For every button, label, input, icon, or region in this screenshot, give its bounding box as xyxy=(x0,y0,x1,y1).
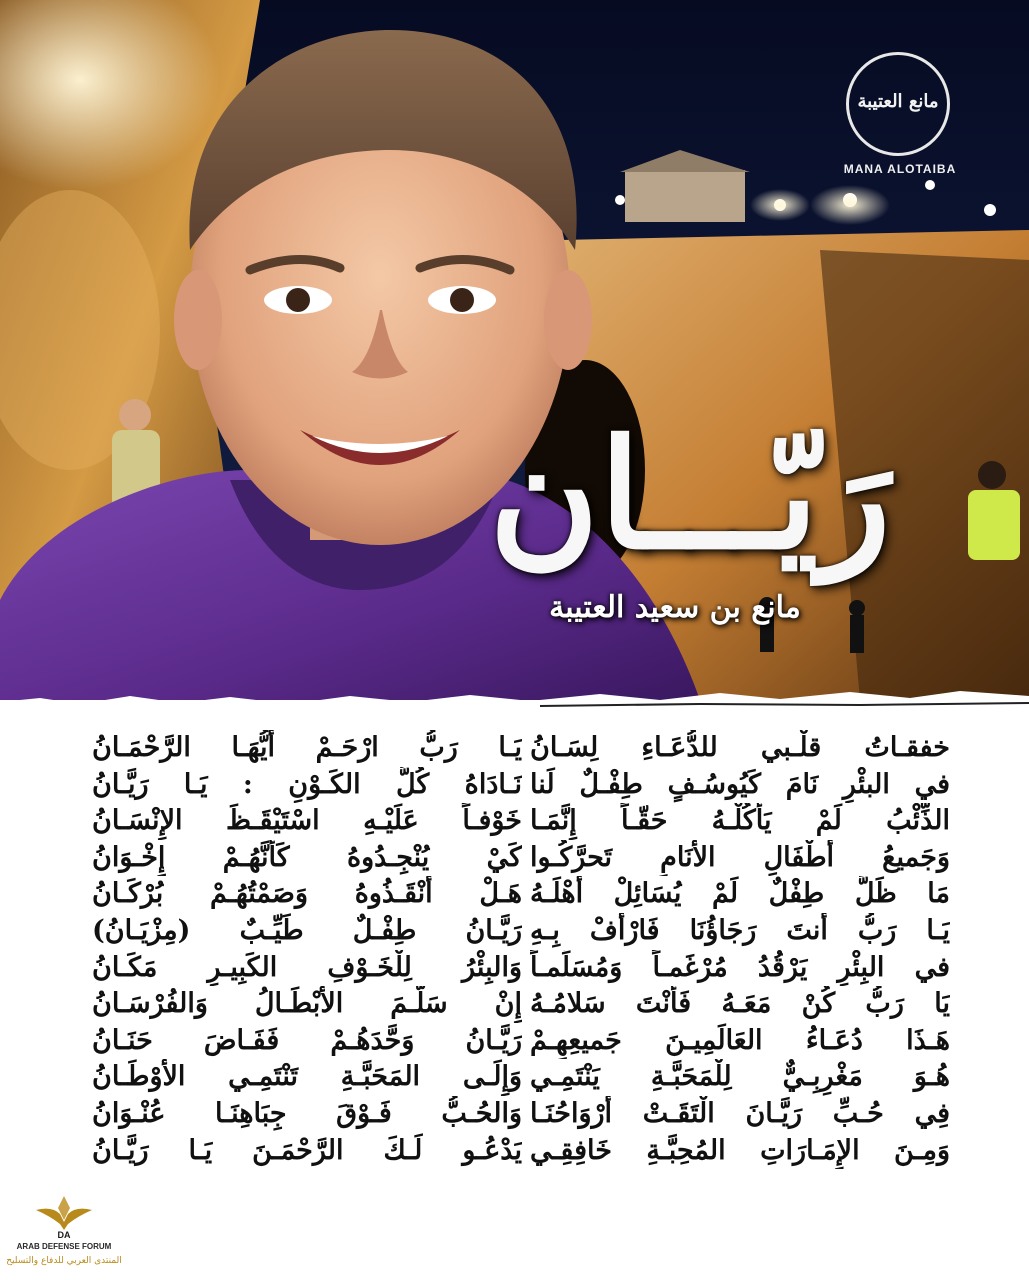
verse-line: خَوْفـاً عَلَيْـهِ اسْتَيْقَـظَ الإِنْسَـانُ xyxy=(92,805,522,837)
verse-line: مَا ظَلَّ طِفْلٌ لَمْ يُسَائِلْ أَهْلَـهُ xyxy=(530,878,950,910)
verse-line: وَالحُـبُّ فَـوْقَ جِبَاهِنَـا عُنْـوَانُ xyxy=(92,1097,522,1129)
eagle-emblem-icon xyxy=(34,1190,94,1240)
torn-paper-edge xyxy=(0,684,1029,724)
verse-line: في البِئْرِ يَرْقُدُ مُرْغَمـاً وَمُسَلِّمـاً xyxy=(530,951,950,983)
verse-line: يَا رَبُّ كُنْ مَعَـهُ فَأَنْتَ سَلامُـهُ xyxy=(530,988,950,1020)
watermark-english: ARAB DEFENSE FORUM xyxy=(16,1242,112,1251)
verse-line: رَيَّـانُ طِفْـلٌ طَيِّـبٌ (مِزْيَـانُ) xyxy=(92,914,522,946)
verse-line: إِنْ سَلَّـمَ الأَبْطَـالُ وَالفُرْسَـانُ xyxy=(92,988,522,1020)
verse-line: نَـادَاهُ كُلُّ الكَـوْنِ : يَـا رَيَّـانُ xyxy=(92,768,522,800)
verse-line: الذِّئْبُ لَمْ يَأْكُلْـهُ حَقّـاً إِنَّمَـا xyxy=(530,805,950,837)
emblem-letters: DA xyxy=(57,1230,71,1240)
logo-caption: MANA ALOTAIBA xyxy=(843,162,957,176)
poem-column-right xyxy=(530,730,950,1169)
verse-line: يَـا رَبُّ ارْحَـمْ أَيُّهَـا الرَّحْمَـانُ xyxy=(92,732,522,763)
verse-line: فِي حُـبِّ رَيَّـانَ الْتَقَـتْ أَرْوَاحُنَـا xyxy=(530,1097,950,1129)
poem-title: رَيّـــان xyxy=(489,407,891,583)
verse-line: هُـوَ مَغْرِبِـيٌّ لِلْمَحَبَّـةِ يَنْتَمِـي xyxy=(530,1061,950,1093)
verse-line: خفقـاتُ قلْـبي للدُّعَـاءِ لِسَـانُ xyxy=(530,732,950,763)
arab-defense-forum-watermark xyxy=(4,1190,124,1278)
watermark-arabic: المنتدى العربي للدفاع والتسليح xyxy=(6,1256,122,1266)
verse-line: رَيَّـانُ وَحَّدَهُـمْ فَفَـاضَ حَنَـانُ xyxy=(92,1024,522,1056)
verse-line: وَإِلَـى المَحَبَّـةِ تَنْتَمِـي الأَوْطَـانُ xyxy=(92,1061,522,1093)
poem-author: مانع بن سعيد العتيبة xyxy=(549,590,801,625)
verse-line: وَالبِئْرُ لِلْخَـوْفِ الكَبِيـرِ مَكَـانُ xyxy=(92,951,522,983)
verse-line: يَـا رَبُّ أَنتَ رَجَاؤُنَا فَارْأَفْ بِـهِ xyxy=(530,914,950,946)
poem-column-left xyxy=(92,730,522,1169)
verse-line: هَـلْ أَنْقَـذُوهُ وَصَمْتُهُـمْ بُرْكَـانُ xyxy=(92,878,522,910)
verse-line: في البئْرِ نَامَ كَيُوسُـفٍ طِفْـلٌ لَنا xyxy=(530,768,950,800)
verse-line: وَمِـنَ الإِمَـارَاتِ المُحِبَّـةِ خَافِقِـي xyxy=(530,1134,950,1166)
verse-line: يَدْعُـو لَـكَ الرَّحْمَـنَ يَـا رَيَّـانُ xyxy=(92,1134,522,1166)
logo-calligraphy: مانع العتيبة xyxy=(857,91,939,112)
mana-alotaiba-logo xyxy=(838,52,962,192)
verse-line: هَـذَا دُعَـاءُ العَالَمِيـنَ جَميعِهِـمْ xyxy=(530,1024,950,1056)
verse-line: وَجَميعُ أَطْفَالِ الأَنَامِ تَحرَّكُـوا xyxy=(530,841,950,873)
verse-line: كَيْ يُنْجِـدُوهُ كَأَنَّهُـمْ إِخْـوَانُ xyxy=(92,841,522,873)
